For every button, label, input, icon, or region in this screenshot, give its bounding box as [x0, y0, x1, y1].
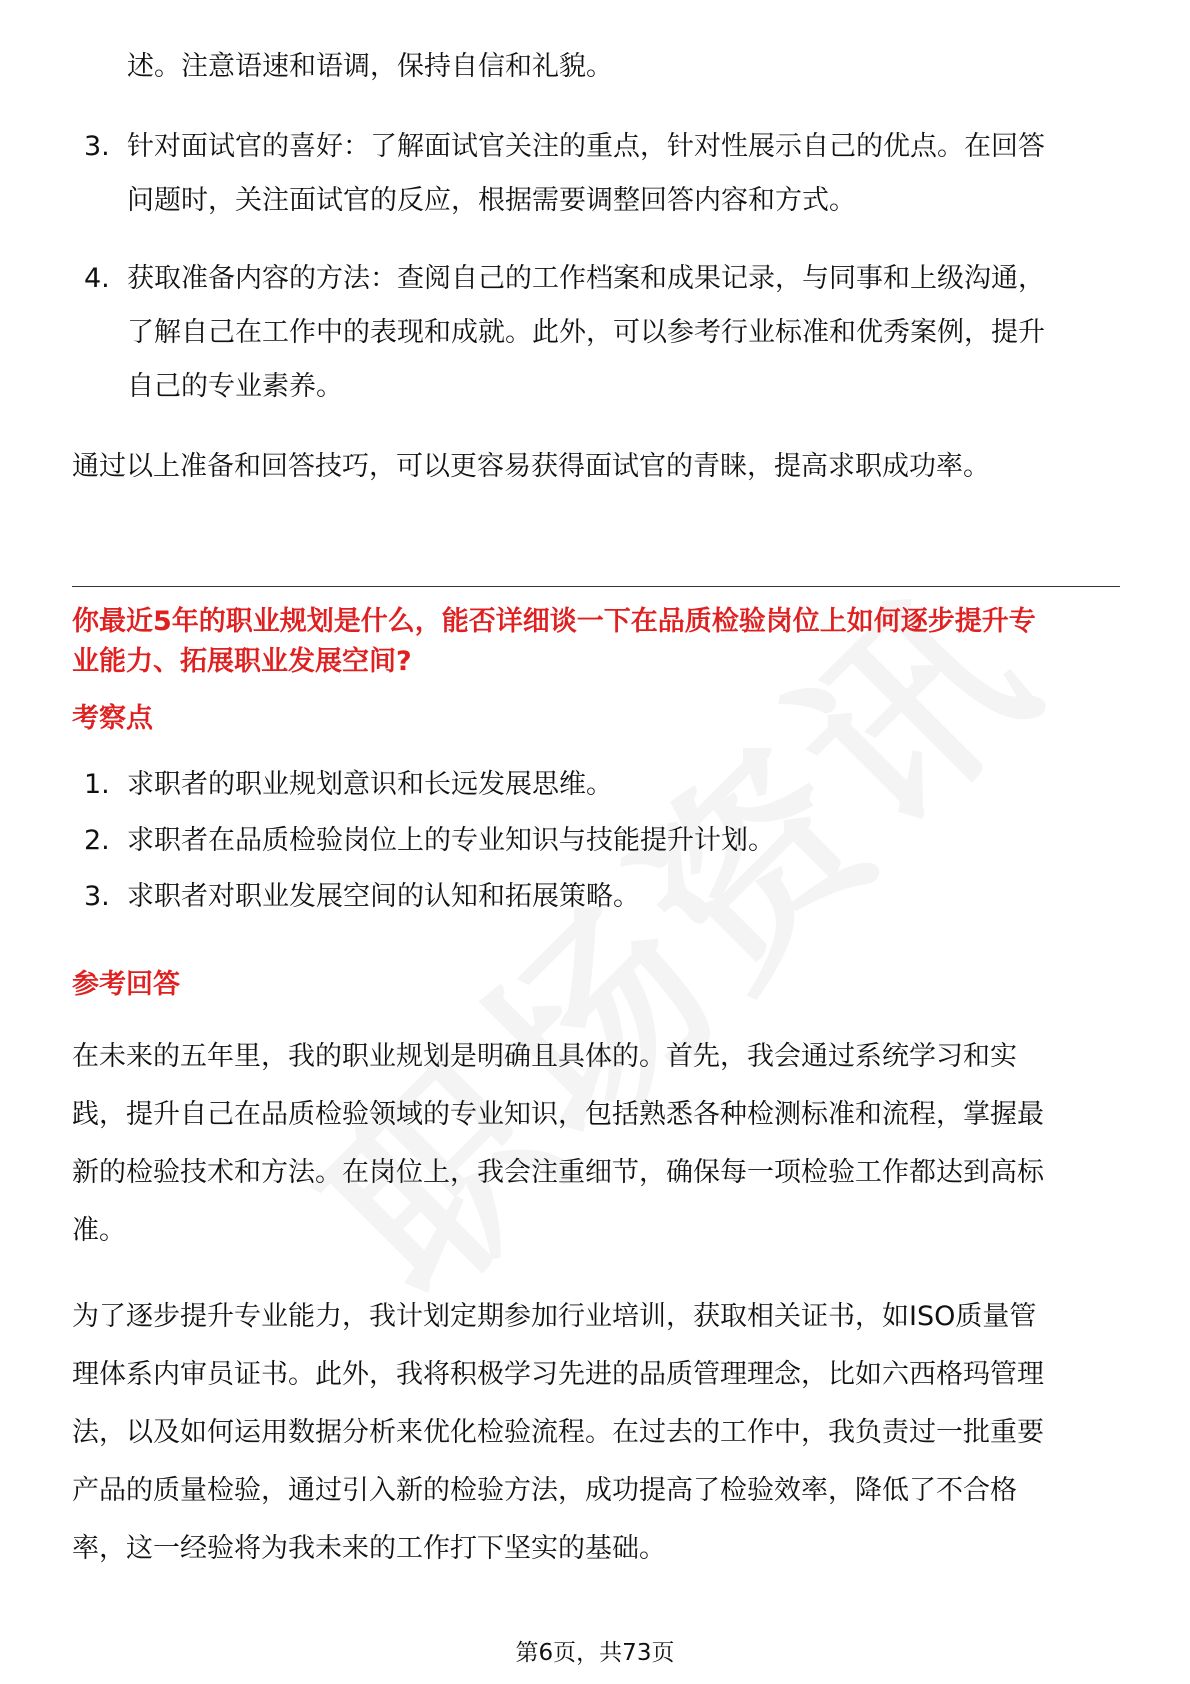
- answer-paragraph: [72, 1288, 1120, 1578]
- list-item-line: 了解自己在工作中的表现和成就。此外，可以参考行业标准和优秀案例，提升: [127, 317, 1045, 348]
- list-item-line: 问题时，关注面试官的反应，根据需要调整回答内容和方式。: [127, 185, 856, 216]
- paragraph-line: 产品的质量检验，通过引入新的检验方法，成功提高了检验效率，降低了不合格: [72, 1475, 1017, 1506]
- paragraph-line: 法，以及如何运用数据分析来优化检验流程。在过去的工作中，我负责过一批重要: [72, 1417, 1044, 1448]
- question-heading: [72, 602, 1120, 682]
- paragraph-line: 践，提升自己在品质检验领域的专业知识，包括熟悉各种检测标准和流程，掌握最: [72, 1099, 1044, 1130]
- list-item-text: 求职者对职业发展空间的认知和拓展策略。: [127, 881, 640, 912]
- paragraph-line: 为了逐步提升专业能力，我计划定期参加行业培训，获取相关证书，如ISO质量管: [72, 1301, 1037, 1332]
- list-item-line: 针对面试官的喜好：了解面试官关注的重点，针对性展示自己的优点。在回答: [127, 131, 1045, 162]
- paragraph-line: 新的检验技术和方法。在岗位上，我会注重细节，确保每一项检验工作都达到高标: [72, 1157, 1044, 1188]
- page-number-footer: 第6页，共73页: [515, 1640, 675, 1666]
- list-item-line: 自己的专业素养。: [127, 371, 343, 402]
- list-item-continuation: [72, 38, 1175, 96]
- list-item-number: 3.: [84, 881, 110, 912]
- paragraph-line: 理体系内审员证书。此外，我将积极学习先进的品质管理理念，比如六西格玛管理: [72, 1359, 1044, 1390]
- list-item: [72, 118, 1175, 230]
- list-item-text: 述。注意语速和语调，保持自信和礼貌。: [127, 51, 613, 82]
- section-divider: [72, 586, 1120, 587]
- question-line: 你最近5年的职业规划是什么，能否详细谈一下在品质检验岗位上如何逐步提升专: [72, 606, 1036, 637]
- list-item-text: 求职者的职业规划意识和长远发展思维。: [127, 769, 613, 800]
- list-item-line: 获取准备内容的方法：查阅自己的工作档案和成果记录，与同事和上级沟通，: [127, 263, 1045, 294]
- list-item: [72, 756, 1175, 814]
- list-item: [72, 250, 1175, 416]
- list-item-number: 4.: [84, 263, 110, 294]
- answer-paragraph: [72, 1028, 1120, 1260]
- list-item-number: 2.: [84, 825, 110, 856]
- answer-heading: 参考回答: [72, 969, 180, 1000]
- summary-paragraph: 通过以上准备和回答技巧，可以更容易获得面试官的青睐，提高求职成功率。: [72, 451, 990, 482]
- list-item-text: 求职者在品质检验岗位上的专业知识与技能提升计划。: [127, 825, 775, 856]
- list-item-number: 1.: [84, 769, 110, 800]
- focus-heading: 考察点: [72, 703, 153, 734]
- list-item-number: 3.: [84, 131, 110, 162]
- paragraph-line: 在未来的五年里，我的职业规划是明确且具体的。首先，我会通过系统学习和实: [72, 1041, 1017, 1072]
- list-item: [72, 812, 1175, 870]
- list-item: [72, 868, 1175, 926]
- question-line: 业能力、拓展职业发展空间?: [72, 646, 412, 677]
- paragraph-line: 准。: [72, 1215, 126, 1246]
- paragraph-line: 率，这一经验将为我未来的工作打下坚实的基础。: [72, 1533, 666, 1564]
